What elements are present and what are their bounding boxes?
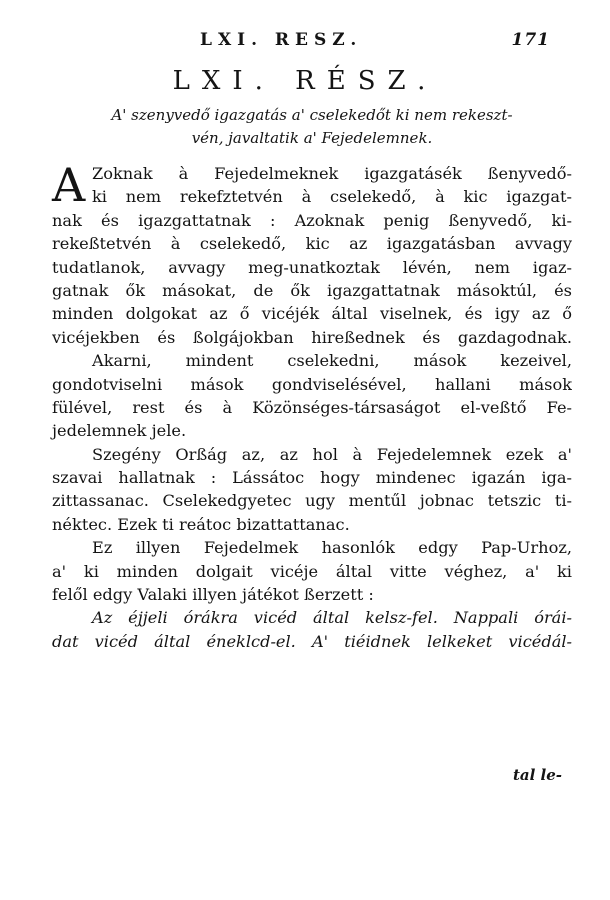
drop-initial: A	[52, 158, 86, 212]
text-line: Szegény Orßág az, az hol à Fejedelemnek ezek a'	[92, 444, 572, 464]
summary-line: A' szenyvedő igazgatás a' cselekedőt ki nem rekeszt-	[111, 106, 513, 124]
text-line: Akarni, mindent cselekedni, mások kezeivel,	[92, 351, 572, 371]
text-line: tudatlanok, avvagy meg-unatkoztak lévén, nem igaz-	[52, 257, 572, 277]
text-line: gondotviselni mások gondviselésével, hallani mások	[52, 374, 572, 394]
text-line: zittassanac. Cselekedgyetec ugy mentűl jobnac tetszic ti-	[52, 491, 572, 511]
text-line: ki nem rekefztetvén à cselekedő, à kic igazgat-	[92, 187, 572, 207]
catchword: tal le-	[512, 766, 562, 784]
text-line: néktec. Ezek ti reátoc bizattattanac.	[52, 514, 350, 534]
chapter-heading: LXI. RÉSZ.	[172, 66, 438, 96]
text-line: gatnak ők másokat, de ők igazgattatnak másoktúl, és	[52, 280, 572, 300]
text-line: rekeßtetvén à cselekedő, kic az igazgatásban avvagy	[52, 234, 572, 254]
text-line: jedelemnek jele.	[52, 421, 187, 441]
page-number: 171	[511, 30, 550, 50]
text-line: a' ki minden dolgait vicéje által vitte véghez, a' ki	[52, 561, 572, 581]
text-line: vicéjekben és ßolgájokban hireßednek és gazdagodnak.	[52, 327, 572, 347]
paragraph-1	[52, 158, 572, 212]
chapter-summary	[52, 104, 572, 151]
text-line: dat vicéd által éneklcd-el. A' tiéidnek lelkeket vicédál-	[52, 631, 572, 651]
running-head-title: LXI. RESZ.	[200, 30, 363, 50]
text-line: nak és igazgattatnak : Azoknak penig ßenyvedő, ki-	[52, 210, 572, 230]
text-line: Az éjjeli órákra vicéd által kelsz-fel. Nappali órái-	[92, 608, 572, 628]
running-head	[200, 30, 550, 56]
text-line: fülével, rest és à Közönséges-társaságot el-veßtő Fe-	[52, 397, 572, 417]
summary-line: vén, javaltatik a' Fejedelemnek.	[191, 129, 433, 148]
text-line: Ez illyen Fejedelmek hasonlók edgy Pap-Urhoz,	[92, 538, 572, 558]
body-text	[52, 158, 572, 653]
text-line: szavai hallatnak : Lássátoc hogy mindenec igazán iga-	[52, 468, 572, 488]
text-line: minden dolgokat az ő vicéjék által viselnek, és igy az ő	[52, 304, 572, 324]
text-line: Zoknak à Fejedelmeknek igazgatásék ßenyvedő-	[92, 164, 572, 183]
text-line: felől edgy Valaki illyen játékot ßerzett :	[52, 585, 374, 605]
